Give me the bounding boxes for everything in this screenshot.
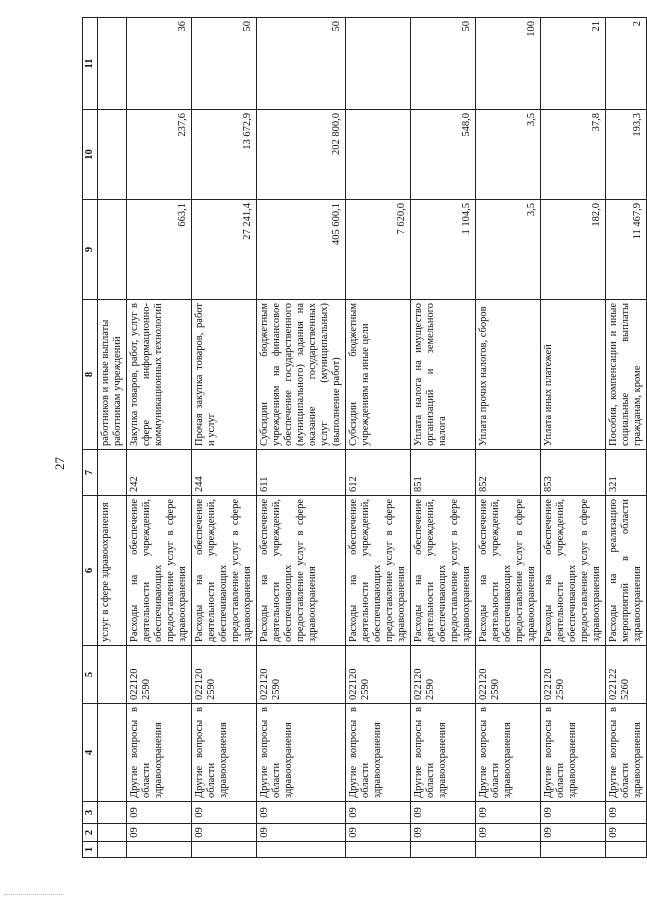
table-cell-col6: Расходы на обеспечение деятельности учреждений, обеспечивающих предоставление услуг в сфере здравоохранения bbox=[257, 496, 346, 646]
table-cell-col9: 27 241,4 bbox=[192, 200, 257, 300]
table-cell-col11: 21 bbox=[541, 18, 606, 110]
table-row bbox=[346, 18, 411, 858]
table-cell-col1 bbox=[476, 842, 541, 858]
col-header-9: 9 bbox=[83, 200, 98, 300]
table-cell-col3: 09 bbox=[476, 802, 541, 824]
table-row bbox=[606, 18, 647, 858]
table-cell-col11: 50 bbox=[192, 18, 257, 110]
table-cell-col8: Субсидии бюджетным учреждениям на иные цели bbox=[346, 300, 411, 450]
table-cell-col7: 852 bbox=[476, 450, 541, 496]
table-cell-col11: 100 bbox=[476, 18, 541, 110]
table-cell-col7: 853 bbox=[541, 450, 606, 496]
table-cell-col4: Другие вопросы в области здравоохранения bbox=[192, 704, 257, 802]
table-cell-col3: 09 bbox=[257, 802, 346, 824]
table-cell-col4: Другие вопросы в области здравоохранения bbox=[541, 704, 606, 802]
table-row bbox=[411, 18, 476, 858]
table-cell-col7: 851 bbox=[411, 450, 476, 496]
table-cell-col6: Расходы на обеспечение деятельности учреждений, обеспечивающих предоставление услуг в сфере здравоохранения bbox=[476, 496, 541, 646]
table-cell-col6: Расходы на обеспечение деятельности учреждений, обеспечивающих предоставление услуг в сфере здравоохранения bbox=[127, 496, 192, 646]
table-cell-col6: Расходы на обеспечение деятельности учреждений, обеспечивающих предоставление услуг в сфере здравоохранения bbox=[192, 496, 257, 646]
table-cell-col5: 022120 2590 bbox=[127, 646, 192, 704]
table-cell-col8: Уплата иных платежей bbox=[541, 300, 606, 450]
col-header-1: 1 bbox=[83, 842, 98, 858]
table-cell-col1 bbox=[192, 842, 257, 858]
table-cell-col10: 3,5 bbox=[476, 110, 541, 200]
table-cell-col3: 09 bbox=[541, 802, 606, 824]
table-cell-col5: 022120 2590 bbox=[541, 646, 606, 704]
col-header-8: 8 bbox=[83, 300, 98, 450]
table-cell-col8: Закупка товаров, работ, услуг в сфере информационно-коммуникационных технологий bbox=[127, 300, 192, 450]
table-cell-col2: 09 bbox=[476, 824, 541, 842]
table-cell-col11: 50 bbox=[257, 18, 346, 110]
table-cell-col6: Расходы на реализацию мероприятий в области здравоохранения bbox=[606, 496, 647, 646]
table-cell-col7: 612 bbox=[346, 450, 411, 496]
table-cell-col1 bbox=[257, 842, 346, 858]
table-cell-col11: 2 bbox=[606, 18, 647, 110]
table-cell-col10: 13 672,9 bbox=[192, 110, 257, 200]
table-cell-col9: 405 600,1 bbox=[257, 200, 346, 300]
table-cell-col2: 09 bbox=[127, 824, 192, 842]
table-row bbox=[541, 18, 606, 858]
table-cell-col3: 09 bbox=[606, 802, 647, 824]
col-header-4: 4 bbox=[83, 704, 98, 802]
table-cell-col7: 321 bbox=[606, 450, 647, 496]
table-row bbox=[127, 18, 192, 858]
table-cell-col2: 09 bbox=[411, 824, 476, 842]
table-cell-col4: Другие вопросы в области здравоохранения bbox=[476, 704, 541, 802]
table-cell-col1 bbox=[127, 842, 192, 858]
table-cell-col1 bbox=[411, 842, 476, 858]
table-cell-col2: 09 bbox=[257, 824, 346, 842]
scan-artifact bbox=[4, 888, 64, 895]
table-cell-col9: 7 620,0 bbox=[346, 200, 411, 300]
continuation-col6: услуг в сфере здравоохранения bbox=[98, 496, 127, 646]
table-cell-col11: 36 bbox=[127, 18, 192, 110]
table-cell-col8: Уплата налога на имущество организаций и земельного налога bbox=[411, 300, 476, 450]
continuation-col8: работников и иные выплаты работникам учреждений bbox=[98, 300, 127, 450]
table-body bbox=[98, 18, 647, 858]
table-cell-col6: Расходы на обеспечение деятельности учреждений, обеспечивающих предоставление услуг в сфере здравоохранения bbox=[541, 496, 606, 646]
budget-table bbox=[82, 17, 647, 858]
table-row bbox=[476, 18, 541, 858]
table-cell-col9: 182,0 bbox=[541, 200, 606, 300]
table-cell-col6: Расходы на обеспечение деятельности учреждений, обеспечивающих предоставление услуг в сфере здравоохранения bbox=[346, 496, 411, 646]
table-cell-col10 bbox=[346, 110, 411, 200]
table-cell-col1 bbox=[606, 842, 647, 858]
table-cell-col2: 09 bbox=[192, 824, 257, 842]
table-cell-col4: Другие вопросы в области здравоохранения bbox=[346, 704, 411, 802]
table-cell-col5: 022120 2590 bbox=[192, 646, 257, 704]
col-header-7: 7 bbox=[83, 450, 98, 496]
table-cell-col2: 09 bbox=[346, 824, 411, 842]
table-cell-col10: 548,0 bbox=[411, 110, 476, 200]
continuation-row bbox=[98, 18, 127, 858]
table-cell-col7: 242 bbox=[127, 450, 192, 496]
table-cell-col9: 3,5 bbox=[476, 200, 541, 300]
col-header-11: 11 bbox=[83, 18, 98, 110]
table-cell-col2: 09 bbox=[541, 824, 606, 842]
table-cell-col5: 022120 2590 bbox=[476, 646, 541, 704]
table-cell-col11 bbox=[346, 18, 411, 110]
table-cell-col3: 09 bbox=[346, 802, 411, 824]
col-header-3: 3 bbox=[83, 802, 98, 824]
table-cell-col5: 022120 2590 bbox=[257, 646, 346, 704]
table-cell-col5: 022120 2590 bbox=[411, 646, 476, 704]
table-cell-col7: 611 bbox=[257, 450, 346, 496]
budget-table-rotated bbox=[82, 18, 643, 858]
table-cell-col3: 09 bbox=[192, 802, 257, 824]
table-cell-col9: 663,1 bbox=[127, 200, 192, 300]
col-header-2: 2 bbox=[83, 824, 98, 842]
header-row bbox=[83, 18, 98, 858]
table-cell-col4: Другие вопросы в области здравоохранения bbox=[127, 704, 192, 802]
table-cell-col2: 09 bbox=[606, 824, 647, 842]
table-cell-col6: Расходы на обеспечение деятельности учреждений, обеспечивающих предоставление услуг в сфере здравоохранения bbox=[411, 496, 476, 646]
table-cell-col8: Уплата прочих налогов, сборов bbox=[476, 300, 541, 450]
table-cell-col4: Другие вопросы в области здравоохранения bbox=[606, 704, 647, 802]
page-number: 27 bbox=[52, 457, 67, 470]
table-cell-col10: 37,8 bbox=[541, 110, 606, 200]
table-cell-col1 bbox=[346, 842, 411, 858]
table-cell-col3: 09 bbox=[411, 802, 476, 824]
table-cell-col10: 193,3 bbox=[606, 110, 647, 200]
col-header-5: 5 bbox=[83, 646, 98, 704]
table-cell-col4: Другие вопросы в области здравоохранения bbox=[257, 704, 346, 802]
table-cell-col9: 11 467,9 bbox=[606, 200, 647, 300]
col-header-10: 10 bbox=[83, 110, 98, 200]
table-cell-col5: 022120 2590 bbox=[346, 646, 411, 704]
table-cell-col4: Другие вопросы в области здравоохранения bbox=[411, 704, 476, 802]
table-cell-col3: 09 bbox=[127, 802, 192, 824]
table-cell-col10: 202 800,0 bbox=[257, 110, 346, 200]
table-row bbox=[257, 18, 346, 858]
table-row bbox=[192, 18, 257, 858]
table-cell-col1 bbox=[541, 842, 606, 858]
col-header-6: 6 bbox=[83, 496, 98, 646]
table-cell-col10: 237,6 bbox=[127, 110, 192, 200]
table-cell-col8: Субсидии бюджетным учреждениям на финансовое обеспечение государственного (муниципального) задания на оказание государственных услуг (муниципальных) (выполнение работ) bbox=[257, 300, 346, 450]
table-cell-col8: Прочая закупка товаров, работ и услуг bbox=[192, 300, 257, 450]
table-cell-col7: 244 bbox=[192, 450, 257, 496]
table-cell-col8: Пособия, компенсации и иные социальные выплаты гражданам, кроме bbox=[606, 300, 647, 450]
table-cell-col11: 50 bbox=[411, 18, 476, 110]
table-cell-col9: 1 104,5 bbox=[411, 200, 476, 300]
table-cell-col5: 022122 5260 bbox=[606, 646, 647, 704]
